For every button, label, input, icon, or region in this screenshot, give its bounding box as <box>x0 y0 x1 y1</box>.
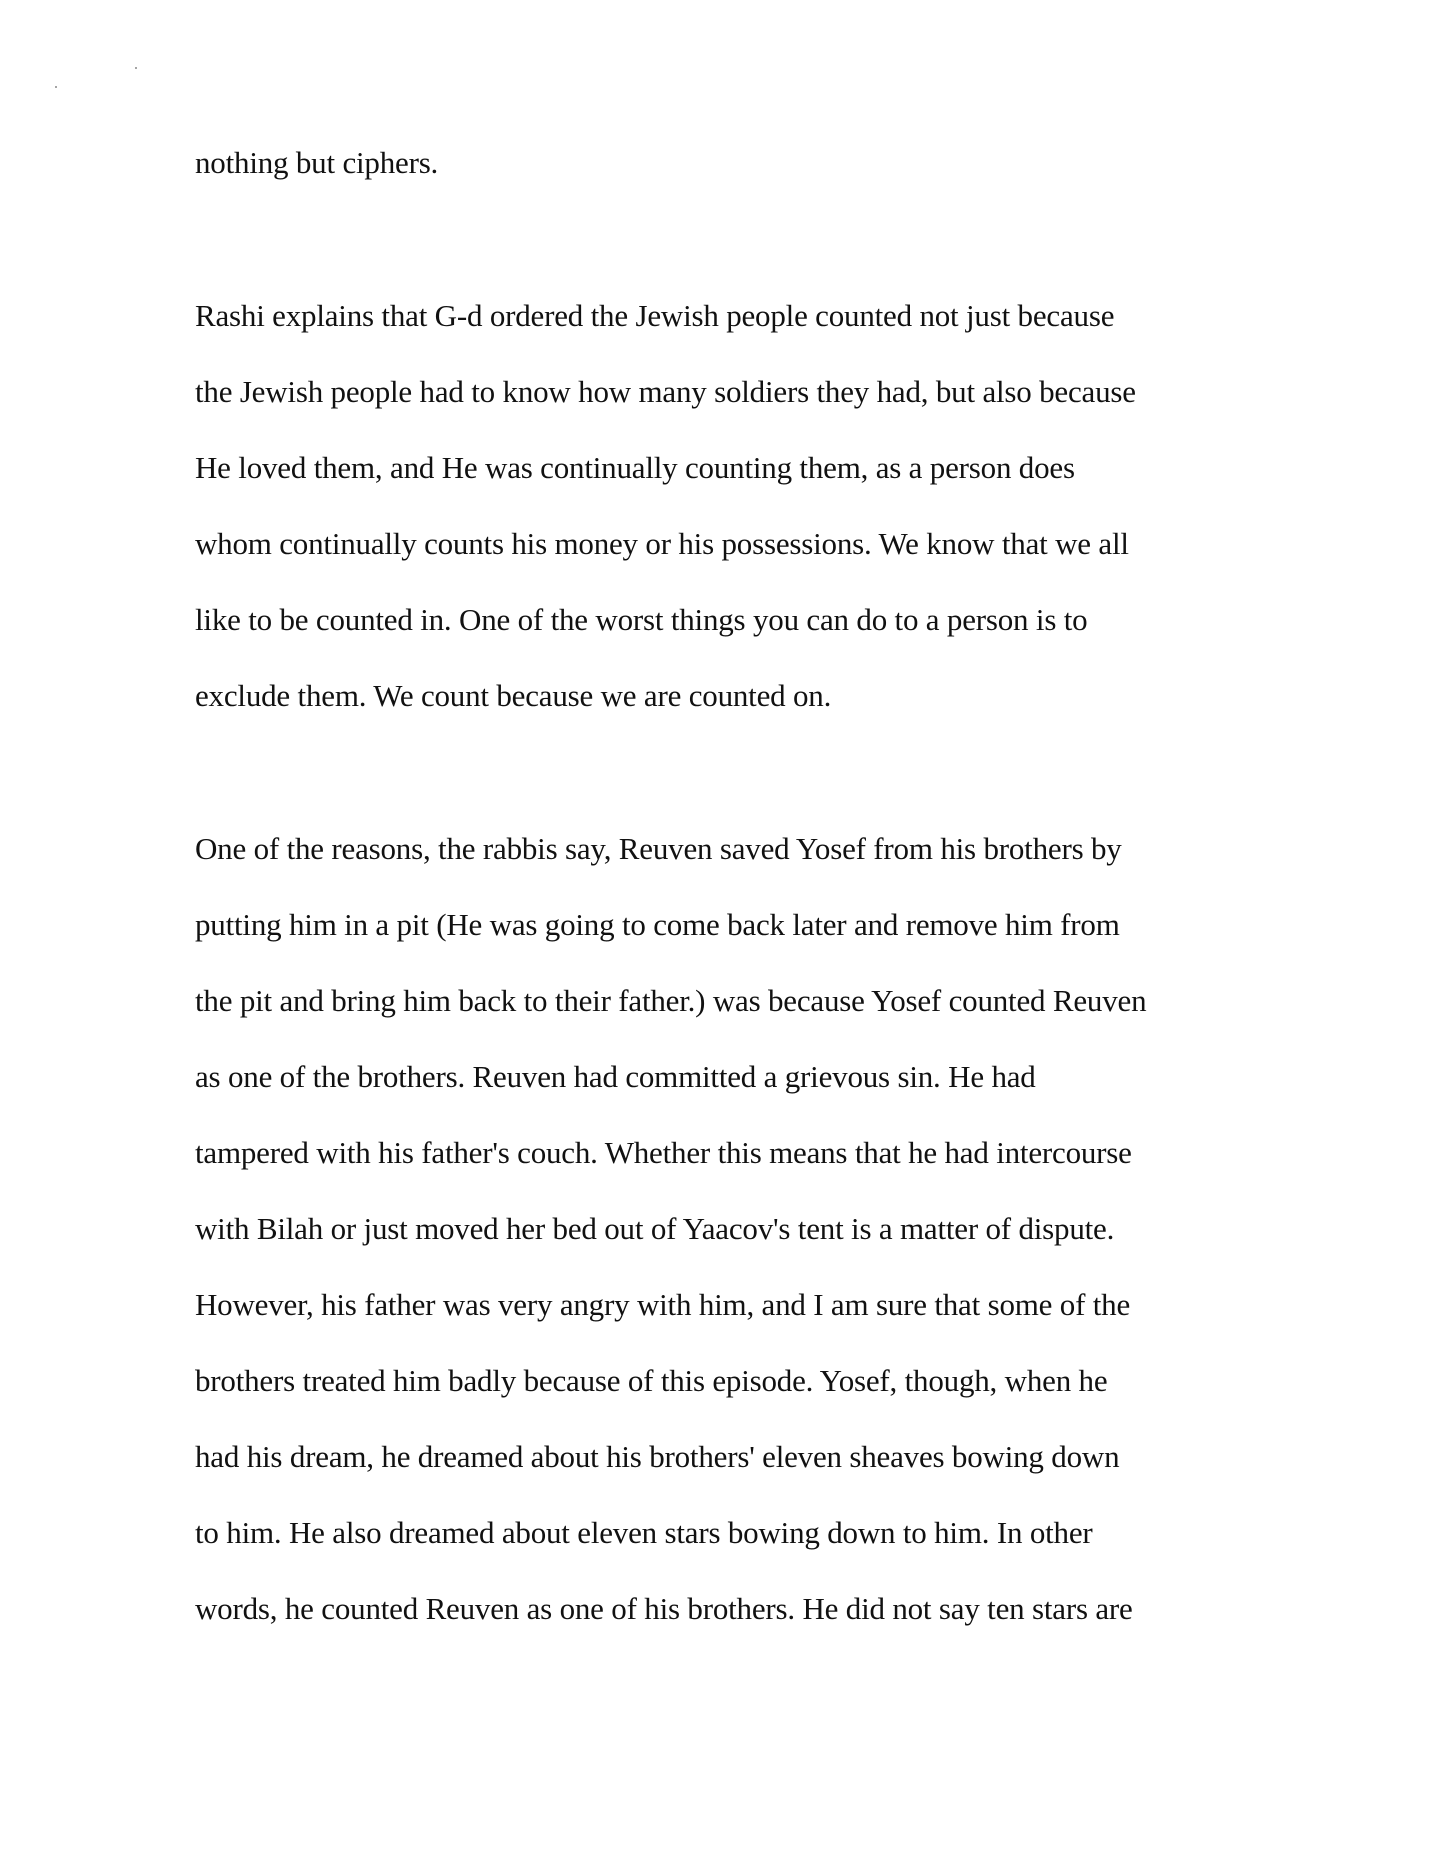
text-line: with Bilah or just moved her bed out of Yaacov's tent is a matter of dispute. <box>195 1211 1115 1246</box>
text-line: to him. He also dreamed about eleven stars bowing down to him. In other <box>195 1515 1093 1550</box>
text-line: Rashi explains that G-d ordered the Jewish people counted not just because <box>195 298 1115 333</box>
text-line: One of the reasons, the rabbis say, Reuven saved Yosef from his brothers by <box>195 831 1122 866</box>
text-line: like to be counted in. One of the worst things you can do to a person is to <box>195 602 1088 637</box>
text-line: tampered with his father's couch. Whether this means that he had intercourse <box>195 1135 1132 1170</box>
text-line: as one of the brothers. Reuven had committed a grievous sin. He had <box>195 1059 1036 1094</box>
text-line: exclude them. We count because we are counted on. <box>195 678 832 713</box>
text-line: nothing but ciphers. <box>195 145 439 180</box>
scan-speck <box>135 67 137 69</box>
text-line: putting him in a pit (He was going to come back later and remove him from <box>195 907 1120 942</box>
text-line: the Jewish people had to know how many soldiers they had, but also because <box>195 374 1136 409</box>
text-line: had his dream, he dreamed about his brothers' eleven sheaves bowing down <box>195 1439 1120 1474</box>
text-line: However, his father was very angry with him, and I am sure that some of the <box>195 1287 1131 1322</box>
text-line: brothers treated him badly because of this episode. Yosef, though, when he <box>195 1363 1108 1398</box>
scan-speck <box>55 86 57 88</box>
text-line: He loved them, and He was continually counting them, as a person does <box>195 450 1075 485</box>
text-line: words, he counted Reuven as one of his brothers. He did not say ten stars are <box>195 1591 1133 1626</box>
text-line: the pit and bring him back to their father.) was because Yosef counted Reuven <box>195 983 1147 1018</box>
text-line: whom continually counts his money or his possessions. We know that we all <box>195 526 1129 561</box>
